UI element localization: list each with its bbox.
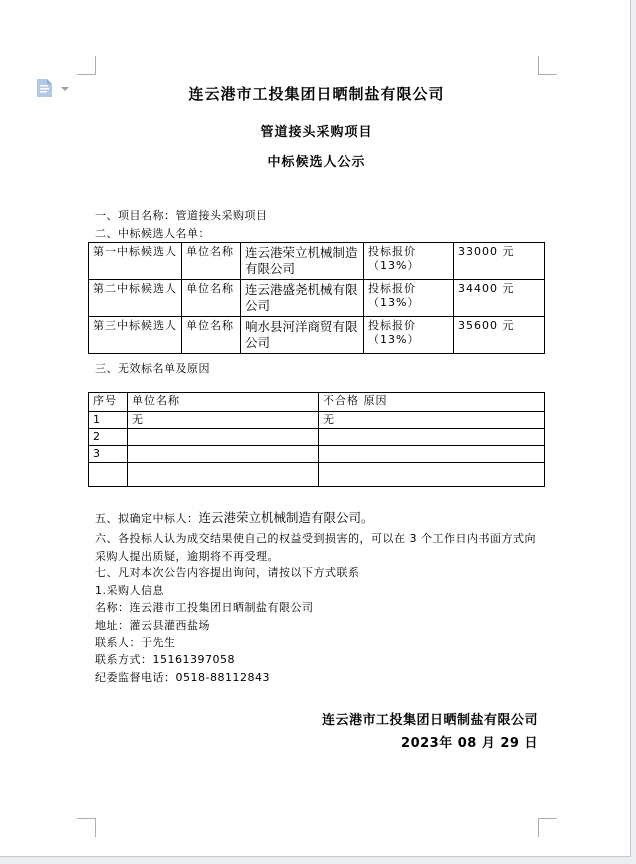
margin-corner-mark-bottom-right (538, 818, 557, 837)
contact-name: 名称：连云港市工投集团日晒制盐有限公司 (95, 601, 314, 614)
paste-options-button[interactable] (34, 77, 72, 101)
unit-cell: 无 (128, 412, 319, 429)
winner-company: 连云港荣立机械制造有限公司 (198, 510, 362, 525)
section-inquiry-notice: 七、凡对本次公告内容提出询问，请按以下方式联系 (95, 566, 360, 579)
price-cell: 35600 元 (454, 317, 545, 354)
contact-supervision-phone: 纪委监督电话：0518-88112843 (95, 671, 270, 684)
unit-label-cell: 单位名称 (182, 243, 241, 280)
contact-phone: 联系方式：15161397058 (95, 653, 235, 666)
company-cell: 响水县河洋商贸有限公司 (241, 317, 364, 354)
price-label-cell: 投标报价（13%） (364, 317, 454, 354)
section-candidates-heading: 二、中标候选人名单： (95, 227, 210, 240)
section-winner (95, 511, 540, 525)
company-cell: 连云港荣立机械制造有限公司 (241, 243, 364, 280)
candidate-rank-cell: 第二中标候选人 (89, 280, 182, 317)
margin-corner-mark-top-right (538, 56, 557, 75)
table-row (89, 429, 545, 446)
table-row (89, 280, 545, 317)
unit-cell (128, 463, 319, 487)
candidate-rank-cell: 第三中标候选人 (89, 317, 182, 354)
section-project-name: 一、项目名称：管道接头采购项目 (95, 209, 268, 222)
unit-label-cell: 单位名称 (182, 280, 241, 317)
header-unit-cell: 单位名称 (128, 393, 319, 412)
price-label-cell: 投标报价（13%） (364, 243, 454, 280)
section-objection-notice: 六、各投标人认为成交结果使自己的权益受到损害的，可以在 3 个工作日内书面方式向采购人提出质疑，逾期将不再受理。 (95, 532, 536, 563)
reason-cell (319, 463, 545, 487)
table-header-row (89, 393, 545, 412)
doc-title-company: 连云港市工投集团日晒制盐有限公司 (188, 85, 445, 103)
table-row (89, 463, 545, 487)
margin-corner-mark-top-left (77, 56, 96, 75)
paste-options-icon (34, 77, 56, 99)
candidates-table (88, 242, 545, 354)
reason-cell (319, 446, 545, 463)
table-row (89, 412, 545, 429)
reason-cell (319, 429, 545, 446)
winner-label: 五、拟确定中标人： (95, 512, 199, 525)
seq-cell (89, 463, 128, 487)
company-cell: 连云港盛尧机械有限公司 (241, 280, 364, 317)
doc-title-project: 管道接头采购项目 (260, 125, 373, 140)
price-cell: 34400 元 (454, 280, 545, 317)
candidate-rank-cell: 第一中标候选人 (89, 243, 182, 280)
header-reason-cell: 不合格 原因 (319, 393, 545, 412)
seq-cell: 1 (89, 412, 128, 429)
signature-company: 连云港市工投集团日晒制盐有限公司 (321, 713, 538, 728)
price-label-cell: 投标报价（13%） (364, 280, 454, 317)
header-seq-cell: 序号 (89, 393, 128, 412)
unit-cell (128, 429, 319, 446)
chevron-down-icon[interactable] (61, 87, 69, 91)
contact-person: 联系人：于先生 (95, 636, 176, 649)
doc-title-announcement: 中标候选人公示 (267, 155, 366, 170)
contact-address: 地址：灌云县灌西盐场 (95, 619, 210, 632)
table-row (89, 243, 545, 280)
winner-period: 。 (361, 510, 374, 525)
unit-label-cell: 单位名称 (182, 317, 241, 354)
unit-cell (128, 446, 319, 463)
seq-cell: 3 (89, 446, 128, 463)
margin-corner-mark-bottom-left (77, 818, 96, 837)
table-row (89, 317, 545, 354)
reason-cell: 无 (319, 412, 545, 429)
seq-cell: 2 (89, 429, 128, 446)
table-row (89, 446, 545, 463)
price-cell: 33000 元 (454, 243, 545, 280)
invalid-bids-table (88, 392, 545, 487)
buyer-info-heading: 1.采购人信息 (95, 584, 164, 597)
section-invalid-heading: 三、无效标名单及原因 (95, 362, 210, 375)
signature-date: 2023年 08 月 29 日 (401, 736, 538, 751)
